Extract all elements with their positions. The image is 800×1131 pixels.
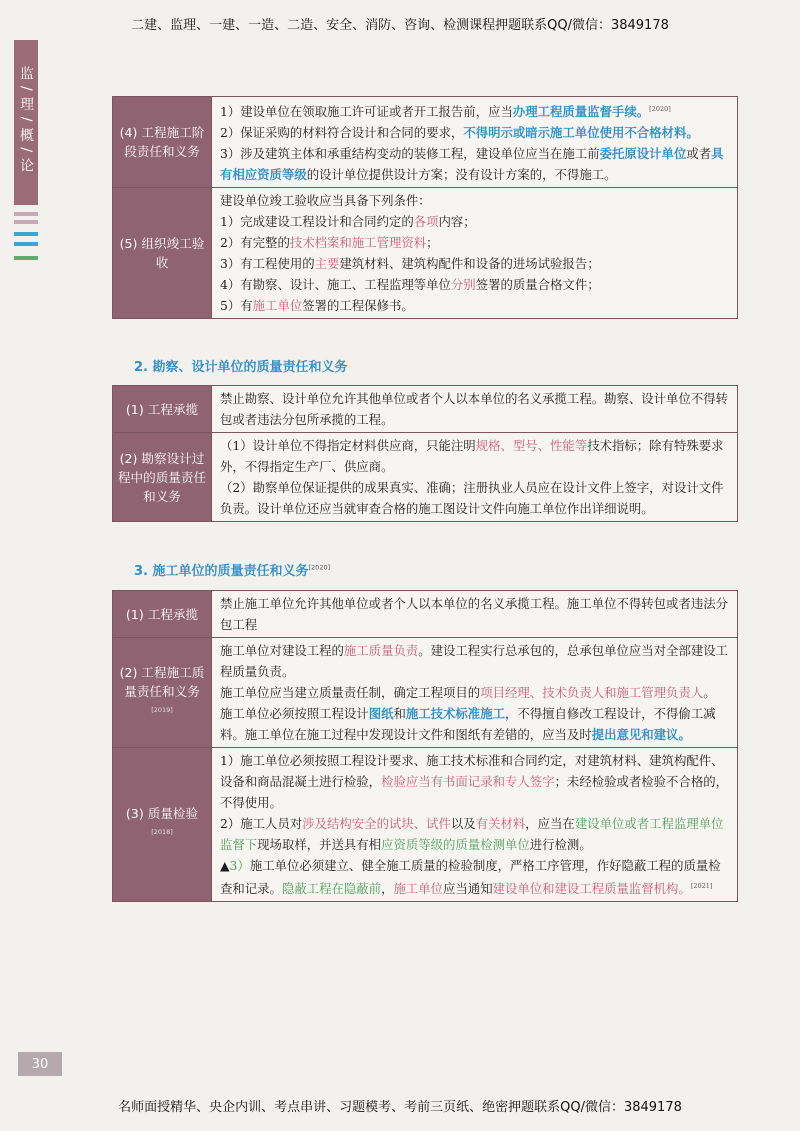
- item: [220, 143, 731, 185]
- text: 3）涉及建筑主体和承重结构变动的装修工程，建设单位应当在施工前: [220, 146, 600, 162]
- text: （1）设计单位不得指定材料供应商，只能注明: [220, 438, 476, 453]
- text: 或者: [686, 146, 712, 162]
- side-bar-green: [14, 256, 38, 260]
- text: 的设计单位提供设计方案；没有设计方案的，不得施工。: [306, 167, 617, 183]
- section-title: [134, 560, 330, 579]
- item: [220, 682, 731, 703]
- text: 1）建设单位在领取施工许可证或者开工报告前，应当: [220, 104, 513, 120]
- highlight: 建设单位和建设工程质量监督机构。: [492, 881, 691, 897]
- item: [220, 232, 731, 253]
- table-row: [113, 188, 738, 319]
- row-label: [113, 748, 212, 902]
- item: （2）勘察单位保证提供的成果真实、准确；注册执业人员应在设计文件上签字，对设计文件负责。设计单位还应当就审查合格的施工图设计文件向施工单位作出详细说明。: [220, 480, 724, 516]
- text: 4）有勘察、设计、施工、工程监理等单位: [220, 277, 451, 293]
- side-bar-pink-2: [14, 220, 38, 224]
- text: 2）有完整的: [220, 235, 290, 251]
- highlight: 主要: [314, 256, 340, 272]
- highlight: 办理工程质量监督手续。: [512, 104, 650, 120]
- text: 2）施工人员对: [220, 816, 303, 831]
- text: 应当通知: [443, 881, 493, 897]
- highlight: 施工技术标准施工: [405, 706, 505, 721]
- section-title: 2. 勘察、设计单位的质量责任和义务: [134, 360, 348, 375]
- row-label: (2) 勘察设计过程中的质量责任和义务: [113, 433, 212, 522]
- highlight: 具有相应资质等级: [220, 146, 724, 183]
- triangle-marker-icon: ▲: [220, 858, 230, 873]
- row-label: (1) 工程承揽: [113, 386, 212, 433]
- highlight: 隐蔽工程在隐蔽前: [281, 881, 382, 897]
- year-tag: [2020]: [649, 105, 671, 113]
- row-content: [212, 188, 738, 319]
- item: [220, 99, 731, 122]
- text: ，不得擅自修改工程设计，不得偷工减料。施工单位在施工过程中发现设计文件和图纸有差错的，应当及时: [220, 706, 716, 742]
- item: [220, 253, 731, 274]
- row-content: [212, 386, 738, 433]
- row-label: (5) 组织竣工验收: [113, 188, 212, 319]
- highlight: 施工质量负责: [343, 643, 419, 658]
- year-tag: [2020]: [308, 563, 331, 572]
- text: 进行检测。: [529, 837, 592, 852]
- text: 和: [393, 706, 406, 721]
- row-content: [212, 433, 738, 522]
- section-title-text: 3. 施工单位的质量责任和义务: [134, 564, 309, 579]
- item: 建设单位竣工验收应当具备下列条件：: [220, 193, 431, 209]
- text: 以及: [450, 816, 476, 831]
- row-label-text: (2) 工程施工质量责任和义务: [119, 664, 205, 699]
- bottom-banner: 名师面授精华、央企内训、考点串讲、习题模考、考前三页纸、绝密押题联系QQ/微信：3849178: [118, 1100, 682, 1115]
- highlight: 规格、型号、性能等: [475, 438, 588, 453]
- item: [220, 274, 731, 295]
- item: 禁止施工单位允许其他单位或者个人以本单位的名义承揽工程。施工单位不得转包或者违法分包工程: [220, 596, 729, 632]
- highlight: 图纸: [368, 706, 394, 721]
- item: [220, 295, 731, 316]
- text: 建筑材料、建筑构配件和设备的进场试验报告；: [339, 256, 600, 272]
- survey-design-table: [112, 385, 738, 522]
- item: 禁止勘察、设计单位允许其他单位或者个人以本单位的名义承揽工程。勘察、设计单位不得转包或者违法分包所承揽的工程。: [220, 391, 729, 427]
- highlight: 项目经理、技术负责人和施工管理负责人: [480, 685, 704, 700]
- highlight: 应资质等级的质量检测单位: [381, 837, 530, 852]
- highlight: 提出意见和建议。: [591, 727, 691, 742]
- year-tag: [2021]: [690, 882, 713, 890]
- text: 。: [703, 685, 716, 700]
- text: ，应当在: [525, 816, 575, 831]
- item: [220, 640, 731, 682]
- table-row: [113, 433, 738, 522]
- text: 2）保证采购的材料符合设计和合同的要求，: [220, 125, 464, 141]
- highlight: 涉及结构安全的试块、试件: [302, 816, 451, 831]
- row-content: [212, 591, 738, 638]
- item: [220, 813, 731, 855]
- side-bar-blue: [14, 232, 38, 236]
- table-row: [113, 748, 738, 902]
- item: [220, 211, 731, 232]
- top-banner: 二建、监理、一建、一造、二造、安全、消防、咨询、检测课程押题联系QQ/微信：3849178: [131, 18, 669, 33]
- item: [220, 122, 731, 143]
- highlight: 有关材料: [475, 816, 526, 831]
- highlight: 委托原设计单位: [599, 146, 687, 162]
- row-content: [212, 97, 738, 188]
- text: 内容；: [438, 214, 476, 230]
- table-row: [113, 591, 738, 638]
- construction-unit-table: [112, 96, 738, 319]
- text: 施工单位应当建立质量责任制，确定工程项目的: [220, 685, 481, 700]
- text: 1）施工单位必须按照工程设计要求、施工技术标准和合同约定，对建筑材料、建筑构配件、设备和商品混凝土进行检验，: [220, 753, 724, 789]
- text: 施工单位必须按照工程设计: [220, 706, 369, 721]
- table-row: [113, 638, 738, 748]
- text: 施工单位对建设工程的: [220, 643, 344, 658]
- highlight: 施工单位: [393, 881, 444, 897]
- text: 签署的工程保修书。: [302, 298, 414, 314]
- text: 。建设工程实行总承包的，总承包单位应当对全部建设工程质量负责。: [220, 643, 729, 679]
- year-tag: [2019]: [151, 705, 173, 714]
- row-label: [113, 638, 212, 748]
- contractor-table: [112, 590, 738, 902]
- text: 技术指标；除有特殊要求外，不得指定生产厂、供应商。: [220, 438, 724, 474]
- year-tag: [2018]: [151, 828, 173, 837]
- item: [220, 703, 731, 745]
- item: [220, 750, 731, 813]
- text: ；: [426, 235, 439, 251]
- text: 5）有: [220, 298, 253, 314]
- text: ，: [381, 881, 394, 897]
- highlight: 不得明示或暗示施工单位使用不合格材料。: [463, 125, 699, 141]
- side-tab: 监/理/概/论: [14, 40, 38, 205]
- text: 施工单位必须建立、健全施工质量的检验制度，严格工序管理，作好隐蔽工程的质量检查和记录。: [220, 858, 721, 897]
- highlight: 3）: [229, 858, 250, 873]
- text: 签署的质量合格文件；: [475, 277, 600, 293]
- item: [220, 855, 731, 899]
- highlight: 各项: [413, 214, 439, 230]
- highlight: 施工单位: [252, 298, 303, 314]
- row-content: [212, 748, 738, 902]
- text: ；未经检验或者检验不合格的，不得使用。: [220, 774, 729, 810]
- row-label: (4) 工程施工阶段责任和义务: [113, 97, 212, 188]
- page-number: 30: [18, 1052, 62, 1076]
- text: 现场取样，并送具有相: [257, 837, 382, 852]
- row-label: (1) 工程承揽: [113, 591, 212, 638]
- highlight: 分别: [450, 277, 476, 293]
- highlight: 技术档案和施工管理资料: [289, 235, 427, 251]
- text: 3）有工程使用的: [220, 256, 315, 272]
- item: [220, 435, 731, 477]
- side-bar-blue-2: [14, 242, 38, 246]
- side-bar-pink: [14, 212, 38, 216]
- row-content: [212, 638, 738, 748]
- row-label-text: (3) 质量检验: [125, 806, 199, 822]
- highlight: 建设单位或者工程监理单位监督下: [220, 816, 724, 852]
- text: 1）完成建设工程设计和合同约定的: [220, 214, 414, 230]
- table-row: [113, 97, 738, 188]
- highlight: 检验应当有书面记录和专人签字: [381, 774, 555, 789]
- table-row: [113, 386, 738, 433]
